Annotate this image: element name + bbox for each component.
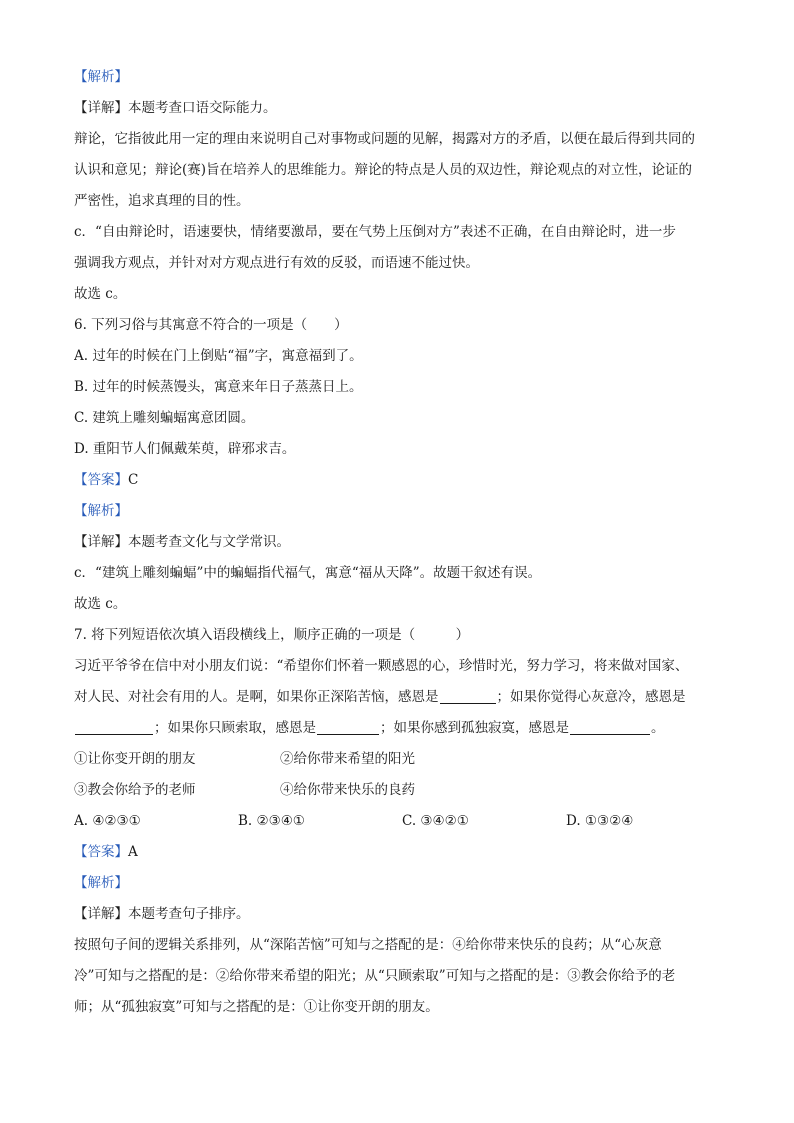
q5-detail-line: [74, 93, 722, 124]
fill-blank-3: [317, 720, 379, 735]
phrase-3: ③教会你给予的老师: [74, 782, 196, 798]
detail-tag: 【详解】: [74, 534, 128, 550]
q7-explain-line2: 冷”可知与之搭配的是：②给你带来希望的阳光；从“只顾索取”可知与之搭配的是：③教会你给予的老: [74, 968, 676, 984]
choice-c: C. ③④②①: [402, 813, 469, 829]
detail-tag: 【详解】: [74, 906, 128, 922]
answer-value: A: [128, 844, 138, 860]
q5-para1-line1: 辩论，它指彼此用一定的理由来说明自己对事物或问题的见解，揭露对方的矛盾，以便在最后得到共同的: [74, 131, 695, 147]
phrase-2: ②给你带来希望的阳光: [280, 751, 415, 767]
q7-passage-line3: [74, 713, 722, 744]
q6-option-a: A. 过年的时候在门上倒贴“福”字，寓意福到了。: [74, 348, 363, 364]
phrase-4: ④给你带来快乐的良药: [280, 782, 415, 798]
q7-stem: 7. 将下列短语依次填入语段横线上，顺序正确的一项是（ ）: [74, 627, 470, 643]
detail-text: 本题考查句子排序。: [128, 906, 250, 922]
q7-phrases-row1: [74, 744, 722, 775]
q6-explain: c．“建筑上雕刻蝙蝠”中的蝙蝠指代福气，寓意“福从天降”。故题干叙述有误。: [74, 565, 542, 581]
analysis-tag: 【解析】: [74, 503, 128, 519]
answer-value: C: [128, 472, 139, 488]
detail-text: 本题考查文化与文学常识。: [128, 534, 290, 550]
q7-answer-line: [74, 837, 722, 868]
analysis-tag: 【解析】: [74, 69, 128, 85]
passage-text: ；如果你感到孤独寂寞，感恩是: [380, 720, 569, 736]
q7-analysis-heading: [74, 868, 722, 899]
q6-detail-line: [74, 527, 722, 558]
passage-text: ；如果你只顾索取，感恩是: [154, 720, 316, 736]
q6-analysis-heading: [74, 496, 722, 527]
choice-d: D. ①③②④: [566, 813, 634, 829]
q7-detail-line: [74, 899, 722, 930]
detail-tag: 【详解】: [74, 100, 128, 116]
phrase-1: ①让你变开朗的朋友: [74, 751, 196, 767]
answer-tag: 【答案】: [74, 472, 128, 488]
q6-option-c: C. 建筑上雕刻蝙蝠寓意团圆。: [74, 410, 255, 426]
q6-conclusion: 故选 c。: [74, 596, 127, 612]
choice-b: B. ②③④①: [238, 813, 305, 829]
q6-answer-line: [74, 465, 722, 496]
q5-para1-line3: 严密性，追求真理的目的性。: [74, 193, 250, 209]
q6-option-d: D. 重阳节人们佩戴茱萸，辟邪求吉。: [74, 441, 296, 457]
q5-para2-line2: 强调我方观点，并针对对方观点进行有效的反驳，而语速不能过快。: [74, 255, 479, 271]
q5-para1-line2: 认识和意见；辩论(赛)旨在培养人的思维能力。辩论的特点是人员的双边性，辩论观点的对立性，论证的: [74, 162, 693, 178]
analysis-tag: 【解析】: [74, 875, 128, 891]
q6-stem: 6. 下列习俗与其寓意不符合的一项是（ ）: [74, 317, 348, 333]
fill-blank-4: [570, 720, 650, 735]
passage-text: 。: [651, 720, 665, 736]
detail-text: 本题考查口语交际能力。: [128, 100, 277, 116]
q7-explain-line3: 师；从“孤独寂寞”可知与之搭配的是：①让你变开朗的朋友。: [74, 999, 439, 1015]
q7-explain-line1: 按照句子间的逻辑关系排列，从“深陷苦恼”可知与之搭配的是：④给你带来快乐的良药；从“心灰意: [74, 937, 662, 953]
passage-text: ；如果你觉得心灰意冷，感恩是: [496, 689, 686, 705]
q6-option-b: B. 过年的时候蒸馒头，寓意来年日子蒸蒸日上。: [74, 379, 363, 395]
answer-tag: 【答案】: [74, 844, 128, 860]
document-page: [74, 62, 722, 1023]
choice-a: A. ④②③①: [74, 813, 141, 829]
q5-analysis-heading: [74, 62, 722, 93]
q7-phrases-row2: [74, 775, 722, 806]
q5-para2-line1: c．“自由辩论时，语速要快，情绪要激昂，要在气势上压倒对方”表述不正确，在自由辩论时，进一步: [74, 224, 676, 240]
q7-passage-line1: 习近平爷爷在信中对小朋友们说：“希望你们怀着一颗感恩的心，珍惜时光，努力学习，将来做对国家、: [74, 658, 689, 674]
fill-blank-1: [440, 689, 496, 704]
passage-text: 对人民、对社会有用的人。是啊，如果你正深陷苦恼，感恩是: [74, 689, 439, 705]
q7-choices-row: [74, 806, 722, 837]
fill-blank-2: [75, 720, 153, 735]
q7-passage-line2: [74, 682, 722, 713]
q5-conclusion: 故选 c。: [74, 286, 127, 302]
